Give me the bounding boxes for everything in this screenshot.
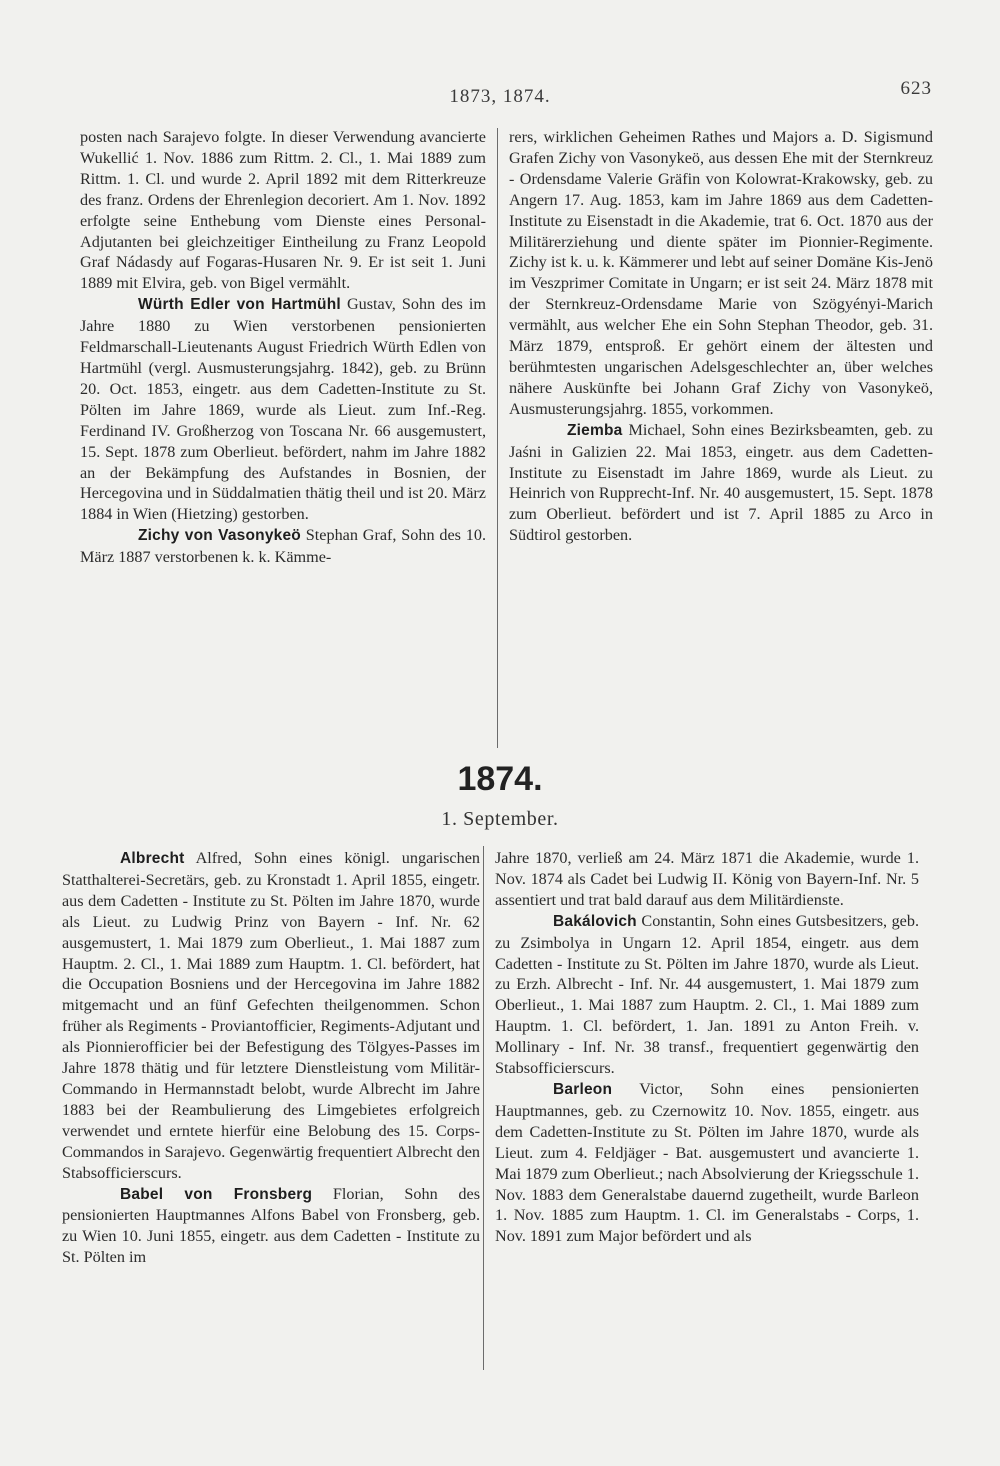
entry-text: Florian, Sohn des pensionierten Hauptmannes Alfons Babel von Fronsberg, geb. zu Wien 10. Juni 1855, eingetr. aus dem Cadetten - Institute zu St. Pölten im <box>62 1184 480 1267</box>
column-rule <box>497 128 498 748</box>
entry-name: Albrecht <box>120 850 185 867</box>
entry-text: Alfred, Sohn eines königl. ungarischen Statthalterei-Secretärs, geb. zu Kronstadt 1. April 1855, eingetr. aus dem Cadetten - Institute zu St. Pölten im Jahre 1870, wurde als Lieut. zu Ludwig Prinz von Bayern - Inf. Nr. 62 ausgemustert, 1. Mai 1879 zum Oberlieut., 1. Mai 1887 zum Hauptm. 2. Cl., 1. Mai 1889 zum Hauptm. 1. Cl. befördert, hat die Occupation Bosniens und der Hercegovina im Jahre 1882 mitgemacht und an fünf Gefechten theilgenommen. Schon früher als Regiments - Proviantofficier, Regiments-Adjutant und als Pionnierofficier bei der Befestigung des Tölgyes-Passes im Jahre 1878 thätig und für letztere Dienstleistung vom Militär-Commando in Hermannstadt belobt, wurde Albrecht im Jahre 1883 bei der Reambulierung des Limgebietes erfolgreich verwendet und erntete hierfür eine Belobung des 15. Corps-Commandos in Sarajevo. Gegenwärtig frequentiert Albrecht den Stabsofficierscurs. <box>62 849 480 1182</box>
entry-name: Bakálovich <box>553 912 637 930</box>
entry-paragraph <box>80 294 486 525</box>
year-heading: 1874. <box>457 760 543 798</box>
entry-text: Constantin, Sohn eines Gutsbesitzers, geb. zu Zsimbolya in Ungarn 12. April 1854, eingetr. aus dem Cadetten - Institute zu St. Pölten im Jahre 1870, wurde als Lieut. zu Erzh. Albrecht - Inf. Nr. 44 ausgemustert, 1. Mai 1879 zum Oberlieut., 1. Mai 1887 zum Hauptm. 2. Cl., 1. Mai 1889 zum Hauptm. 1. Cl. befördert, 1. Jan. 1891 zu Anton Freih. v. Mollinary - Inf. Nr. 38 transf., frequentiert gegenwärtig den Stabsofficierscurs. <box>495 911 919 1078</box>
entry-text: Victor, Sohn eines pensionierten Hauptmannes, geb. zu Czernowitz 10. Nov. 1855, eingetr. aus dem Cadetten-Institute zu St. Pölten im Jahre 1870, wurde als Lieut. zum 4. Feldjäger - Bat. ausgemustert und avancierte 1. Mai 1879 zum Oberlieut.; nach Absolvierung der Kriegsschule 1. Nov. 1883 dem Generalstabe dauernd zugetheilt, wurde Barleon 1. Nov. 1885 zum Hauptm. 1. Cl. im Generalstabs - Corps, 1. Nov. 1891 zum Major befördert und als <box>495 1079 919 1246</box>
entry-paragraph <box>509 420 933 546</box>
column-bottom-right <box>495 848 919 1247</box>
entry-text: posten nach Sarajevo folgte. In dieser Verwendung avancierte Wukellić 1. Nov. 1886 zum Rittm. 2. Cl., 1. Mai 1889 zum Rittm. 1. Cl. und wurde 2. April 1892 mit dem Ritterkreuze des franz. Ordens der Ehrenlegion decoriert. Am 1. Nov. 1892 erfolgte seine Enthebung vom Dienste eines Personal-Adjutanten bei gleichzeitiger Eintheilung zu Franz Leopold Graf Nádasdy auf Fogaras-Husaren Nr. 9. Er ist seit 1. Juni 1889 mit Elvira, geb. von Bigel vermählt. <box>80 128 486 293</box>
entry-name: Barleon <box>553 1080 613 1098</box>
page-number: 623 <box>900 78 932 99</box>
entry-paragraph <box>495 848 919 911</box>
entry-name: Ziemba <box>567 421 623 439</box>
entry-text: Stephan Graf, Sohn des 10. März 1887 verstorbenen k. k. Kämme- <box>80 526 486 567</box>
entry-text: Gustav, Sohn des im Jahre 1880 zu Wien verstorbenen pensionierten Feldmarschall-Lieutenants August Friedrich Würth Edlen von Hartmühl (vergl. Ausmusterungsjahrg. 1842), geb. zu Brünn 20. Oct. 1853, eingetr. aus dem Cadetten-Institute zu St. Pölten im Jahre 1869, wurde als Lieut. zum Inf.-Reg. Ferdinand IV. Großherzog von Toscana Nr. 66 ausgemustert, 15. Sept. 1878 zum Oberlieut. befördert, nahm im Jahre 1882 an der Bekämpfung des Aufstandes in Bosnien, der Hercegovina und in Süddalmatien thätig theil und ist 20. März 1884 in Wien (Hietzing) gestorben. <box>80 295 486 524</box>
running-head: 1873, 1874. <box>449 86 551 107</box>
entry-name: Würth Edler von Hartmühl <box>138 296 341 314</box>
entry-text: Michael, Sohn eines Bezirksbeamten, geb. zu Jaśni in Galizien 22. Mai 1853, eingetr. aus dem Cadetten-Institute zu Eisenstadt im Jahre 1869, wurde als Lieut. zu Heinrich von Rupprecht-Inf. Nr. 40 ausgemustert, 15. Sept. 1878 zum Oberlieut. befördert und ist 7. April 1885 zu Arco in Südtirol gestorben. <box>509 420 933 545</box>
column-top-right <box>509 127 933 546</box>
entry-name: Zichy von Vasonykeö <box>138 527 301 545</box>
entry-paragraph <box>80 525 486 568</box>
entry-name: Babel von Fronsberg <box>120 1185 313 1203</box>
column-rule <box>483 846 484 1370</box>
entry-paragraph <box>62 1184 480 1269</box>
entry-paragraph <box>80 127 486 294</box>
entry-text: rers, wirklichen Geheimen Rathes und Majors a. D. Sigismund Grafen Zichy von Vasonykeö, aus dessen Ehe mit der Sternkreuz - Ordensdame Valerie Gräfin von Kolowrat-Krakowsky, geb. zu Angern 17. Aug. 1853, kam im Jahre 1869 aus dem Cadetten-Institute zu Eisenstadt in die Akademie, trat 6. Oct. 1870 aus der Militärerziehung und diente später im Pionnier-Regimente. Zichy ist k. u. k. Kämmerer und lebt auf seiner Domäne Kis-Jenö im Veszprimer Comitate in Ungarn; er ist seit 24. März 1878 mit der Sternkreuz-Ordensdame Marie von Szögyényi-Marich vermählt, aus welcher Ehe ein Sohn Stephan Theodor, geb. 31. März 1879, entsproß. Er gehört einem der ältesten und berühmtesten ungarischen Adelsgeschlechter an, über welches nähere Auskünfte bei Johann Graf Zichy von Vasonykeö, Ausmusterungsjahrg. 1855, vorkommen. <box>509 128 933 418</box>
entry-paragraph <box>509 127 933 420</box>
column-bottom-left <box>62 848 480 1268</box>
entry-paragraph <box>495 1079 919 1247</box>
date-heading: 1. September. <box>441 808 559 830</box>
entry-text: Jahre 1870, verließ am 24. März 1871 die Akademie, wurde 1. Nov. 1874 als Cadet bei Ludwig II. König von Bayern-Inf. Nr. 5 assentiert und trat bald darauf aus dem Militärdienste. <box>495 849 919 909</box>
entry-paragraph <box>62 848 480 1184</box>
entry-paragraph <box>495 911 919 1079</box>
column-top-left <box>80 127 486 568</box>
